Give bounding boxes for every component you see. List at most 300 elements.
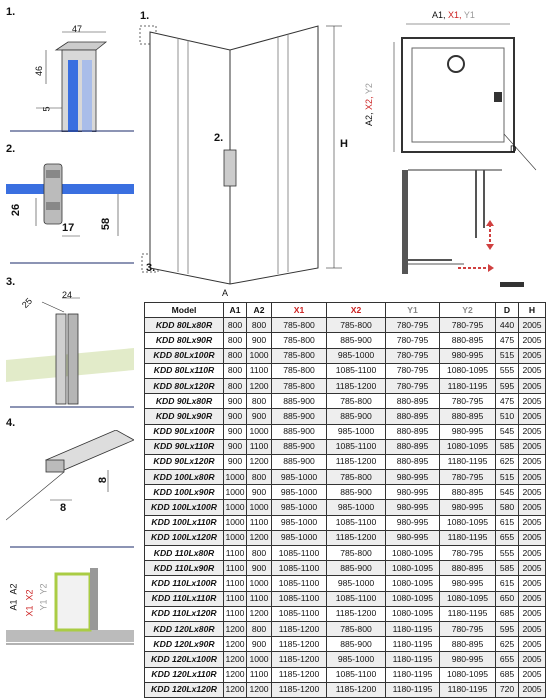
model-cell: KDD 100Lx110R [145, 515, 224, 530]
table-cell: 1185-1200 [272, 667, 327, 682]
table-cell: 2005 [519, 515, 546, 530]
table-cell: 1080-1095 [440, 515, 496, 530]
plan-side-x: X2, [364, 96, 374, 110]
table-cell: 1100 [247, 667, 272, 682]
table-row [145, 363, 546, 378]
model-cell: KDD 110Lx120R [145, 606, 224, 621]
model-cell: KDD 120Lx110R [145, 667, 224, 682]
plan-view-drawing [384, 20, 546, 292]
table-cell: 2005 [519, 530, 546, 545]
table-cell: 1100 [247, 591, 272, 606]
table-cell: 980-995 [440, 348, 496, 363]
table-row [145, 530, 546, 545]
col-header-x2: X2 [327, 303, 386, 318]
table-cell: 1100 [224, 546, 247, 561]
table-row [145, 576, 546, 591]
model-cell: KDD 80Lx120R [145, 378, 224, 393]
table-cell: 655 [496, 530, 519, 545]
table-cell: 900 [247, 485, 272, 500]
table-row [145, 515, 546, 530]
table-cell: 2005 [519, 454, 546, 469]
model-cell: KDD 80Lx110R [145, 363, 224, 378]
table-cell: 650 [496, 591, 519, 606]
table-cell: 780-795 [440, 470, 496, 485]
table-cell: 2005 [519, 394, 546, 409]
table-cell: 515 [496, 470, 519, 485]
table-cell: 1200 [224, 637, 247, 652]
table-cell: 625 [496, 454, 519, 469]
plan-top-labels [432, 10, 475, 20]
table-cell: 1080-1095 [440, 591, 496, 606]
table-row [145, 637, 546, 652]
table-cell: 900 [247, 561, 272, 576]
table-cell: 1185-1200 [272, 652, 327, 667]
col-header-model: Model [145, 303, 224, 318]
table-cell: 885-900 [272, 439, 327, 454]
table-cell: 880-895 [386, 439, 440, 454]
model-cell: KDD 110Lx100R [145, 576, 224, 591]
table-cell: 1180-1195 [440, 454, 496, 469]
table-cell: 785-800 [272, 333, 327, 348]
table-row [145, 667, 546, 682]
table-cell: 615 [496, 576, 519, 591]
table-cell: 885-900 [327, 333, 386, 348]
model-cell: KDD 100Lx80R [145, 470, 224, 485]
table-cell: 1200 [247, 378, 272, 393]
table-cell: 2005 [519, 621, 546, 636]
table-cell: 2005 [519, 333, 546, 348]
table-row [145, 348, 546, 363]
detail-5-label-a2: A2 [8, 583, 19, 595]
detail-5-label-y1: Y1 [38, 599, 49, 611]
table-cell: 2005 [519, 500, 546, 515]
table-cell: 1200 [224, 621, 247, 636]
table-cell: 1080-1095 [440, 439, 496, 454]
table-row [145, 485, 546, 500]
model-cell: KDD 90Lx100R [145, 424, 224, 439]
table-cell: 1200 [247, 454, 272, 469]
model-cell: KDD 100Lx100R [145, 500, 224, 515]
table-cell: 1080-1095 [386, 561, 440, 576]
table-cell: 545 [496, 424, 519, 439]
table-row [145, 424, 546, 439]
table-cell: 780-795 [440, 394, 496, 409]
detail-4-profile-drawing [6, 430, 134, 548]
table-cell: 2005 [519, 424, 546, 439]
table-cell: 1085-1100 [327, 439, 386, 454]
table-cell: 2005 [519, 576, 546, 591]
table-cell: 785-800 [272, 318, 327, 333]
table-cell: 1085-1100 [327, 515, 386, 530]
table-cell: 1200 [224, 667, 247, 682]
table-cell: 2005 [519, 667, 546, 682]
table-cell: 1085-1100 [272, 546, 327, 561]
table-cell: 1180-1195 [386, 637, 440, 652]
table-cell: 800 [224, 378, 247, 393]
table-cell: 980-995 [440, 576, 496, 591]
table-cell: 1100 [247, 515, 272, 530]
col-header-x1: X1 [272, 303, 327, 318]
table-cell: 785-800 [327, 318, 386, 333]
table-cell: 785-800 [272, 348, 327, 363]
table-cell: 980-995 [440, 500, 496, 515]
table-cell: 655 [496, 652, 519, 667]
model-cell: KDD 120Lx90R [145, 637, 224, 652]
table-cell: 1180-1195 [386, 682, 440, 697]
table-cell: 1080-1095 [386, 591, 440, 606]
table-cell: 880-895 [440, 561, 496, 576]
table-row [145, 606, 546, 621]
table-cell: 885-900 [272, 394, 327, 409]
detail-5-label-x1: X1 [24, 605, 35, 617]
table-cell: 885-900 [272, 409, 327, 424]
model-cell: KDD 110Lx80R [145, 546, 224, 561]
table-cell: 985-1000 [272, 515, 327, 530]
table-cell: 800 [224, 363, 247, 378]
table-cell: 1100 [224, 591, 247, 606]
table-cell: 1080-1095 [386, 606, 440, 621]
model-cell: KDD 120Lx80R [145, 621, 224, 636]
table-cell: 1085-1100 [272, 606, 327, 621]
model-cell: KDD 110Lx90R [145, 561, 224, 576]
table-cell: 785-800 [272, 378, 327, 393]
detail-2-dim-a: 26 [10, 203, 23, 217]
table-cell: 555 [496, 363, 519, 378]
table-cell: 545 [496, 485, 519, 500]
front-callout-1: 1. [140, 10, 150, 22]
table-cell: 1080-1095 [440, 363, 496, 378]
table-cell: 1000 [224, 515, 247, 530]
table-cell: 1100 [247, 363, 272, 378]
detail-3-dim-a: 25 [19, 295, 35, 311]
table-cell: 2005 [519, 682, 546, 697]
table-cell: 985-1000 [272, 530, 327, 545]
table-cell: 2005 [519, 470, 546, 485]
detail-1-dim-width: 47 [72, 24, 83, 34]
table-cell: 685 [496, 667, 519, 682]
detail-5-label-a1: A1 [8, 599, 19, 611]
spec-table-body [145, 318, 546, 698]
table-cell: 785-800 [327, 470, 386, 485]
table-row [145, 470, 546, 485]
table-cell: 985-1000 [272, 470, 327, 485]
detail-1-dim-offset: 5 [41, 106, 52, 112]
table-cell: 985-1000 [272, 500, 327, 515]
table-cell: 780-795 [386, 378, 440, 393]
table-cell: 1180-1195 [440, 530, 496, 545]
table-cell: 1180-1195 [440, 378, 496, 393]
front-view-drawing [138, 4, 368, 296]
table-cell: 980-995 [386, 515, 440, 530]
table-cell: 885-900 [327, 485, 386, 500]
table-cell: 985-1000 [327, 652, 386, 667]
plan-side-y: Y2 [364, 83, 374, 95]
table-cell: 2005 [519, 606, 546, 621]
table-cell: 885-900 [327, 561, 386, 576]
table-cell: 2005 [519, 485, 546, 500]
table-cell: 1185-1200 [327, 682, 386, 697]
detail-3-number: 3. [6, 276, 16, 288]
table-cell: 980-995 [440, 652, 496, 667]
table-cell: 780-795 [386, 348, 440, 363]
table-cell: 475 [496, 333, 519, 348]
table-row [145, 333, 546, 348]
table-cell: 595 [496, 621, 519, 636]
table-cell: 2005 [519, 409, 546, 424]
table-cell: 985-1000 [272, 485, 327, 500]
table-cell: 1185-1200 [272, 682, 327, 697]
table-row [145, 500, 546, 515]
table-cell: 985-1000 [327, 500, 386, 515]
detail-2-dim-b: 17 [62, 222, 75, 234]
model-cell: KDD 90Lx90R [145, 409, 224, 424]
table-cell: 1000 [247, 424, 272, 439]
table-cell: 1200 [247, 606, 272, 621]
table-cell: 780-795 [440, 318, 496, 333]
table-cell: 2005 [519, 348, 546, 363]
table-cell: 985-1000 [327, 424, 386, 439]
front-callout-2: 2. [214, 132, 224, 144]
table-cell: 1085-1100 [272, 561, 327, 576]
table-cell: 1000 [247, 576, 272, 591]
col-header-a1: A1 [224, 303, 247, 318]
model-cell: KDD 120Lx100R [145, 652, 224, 667]
table-row [145, 561, 546, 576]
detail-5-label-x2: X2 [24, 589, 35, 601]
table-cell: 1085-1100 [327, 667, 386, 682]
table-row [145, 682, 546, 697]
table-cell: 555 [496, 546, 519, 561]
front-height-label: H [340, 138, 348, 150]
table-cell: 1180-1195 [386, 652, 440, 667]
table-cell: 2005 [519, 652, 546, 667]
table-cell: 885-900 [272, 454, 327, 469]
model-cell: KDD 80Lx90R [145, 333, 224, 348]
table-cell: 2005 [519, 546, 546, 561]
table-cell: 2005 [519, 591, 546, 606]
table-row [145, 546, 546, 561]
detail-2-handle-drawing [6, 156, 134, 264]
table-cell: 1100 [224, 576, 247, 591]
table-cell: 1180-1195 [386, 621, 440, 636]
table-cell: 720 [496, 682, 519, 697]
table-cell: 980-995 [386, 500, 440, 515]
table-cell: 625 [496, 637, 519, 652]
plan-top-x: X1, [448, 10, 462, 20]
front-callout-3: 3. [146, 262, 156, 274]
model-cell: KDD 90Lx110R [145, 439, 224, 454]
detail-4-dim-a: 8 [97, 476, 110, 484]
table-cell: 2005 [519, 318, 546, 333]
table-cell: 880-895 [386, 394, 440, 409]
table-cell: 1085-1100 [272, 591, 327, 606]
col-header-a2: A2 [247, 303, 272, 318]
plan-side-a: A2, [364, 112, 374, 126]
table-cell: 800 [247, 621, 272, 636]
model-cell: KDD 110Lx110R [145, 591, 224, 606]
table-cell: 1180-1195 [440, 682, 496, 697]
table-cell: 900 [224, 424, 247, 439]
table-cell: 1185-1200 [327, 530, 386, 545]
table-cell: 980-995 [386, 530, 440, 545]
table-cell: 1080-1095 [386, 576, 440, 591]
col-header-y1: Y1 [386, 303, 440, 318]
table-cell: 800 [247, 318, 272, 333]
table-cell: 1200 [224, 652, 247, 667]
table-cell: 580 [496, 500, 519, 515]
table-cell: 885-900 [327, 637, 386, 652]
table-cell: 1200 [247, 682, 272, 697]
table-cell: 2005 [519, 637, 546, 652]
table-cell: 780-795 [386, 318, 440, 333]
detail-3-dim-b: 24 [62, 290, 73, 300]
table-row [145, 409, 546, 424]
model-cell: KDD 80Lx100R [145, 348, 224, 363]
table-cell: 1185-1200 [272, 637, 327, 652]
table-cell: 1000 [247, 348, 272, 363]
plan-side-labels [364, 83, 374, 126]
table-cell: 1085-1100 [327, 591, 386, 606]
table-row [145, 394, 546, 409]
plan-top-a: A1, [432, 10, 446, 20]
table-cell: 800 [247, 470, 272, 485]
table-cell: 1000 [224, 470, 247, 485]
table-cell: 800 [247, 546, 272, 561]
table-cell: 1000 [224, 500, 247, 515]
table-cell: 1080-1095 [386, 546, 440, 561]
table-cell: 2005 [519, 363, 546, 378]
table-cell: 2005 [519, 378, 546, 393]
col-header-h: H [519, 303, 546, 318]
table-cell: 1100 [224, 606, 247, 621]
model-cell: KDD 90Lx80R [145, 394, 224, 409]
table-cell: 900 [224, 409, 247, 424]
table-cell: 1100 [247, 439, 272, 454]
table-cell: 515 [496, 348, 519, 363]
table-cell: 985-1000 [327, 576, 386, 591]
table-cell: 780-795 [440, 621, 496, 636]
table-cell: 980-995 [386, 470, 440, 485]
detail-1-number: 1. [6, 6, 16, 18]
table-cell: 885-900 [327, 409, 386, 424]
table-cell: 785-800 [327, 621, 386, 636]
detail-2-dim-c: 58 [100, 217, 113, 231]
table-row [145, 454, 546, 469]
table-cell: 1180-1195 [386, 667, 440, 682]
table-cell: 1200 [224, 682, 247, 697]
detail-5-label-y2: Y2 [38, 583, 49, 595]
table-cell: 615 [496, 515, 519, 530]
table-cell: 2005 [519, 439, 546, 454]
plan-top-y: Y1 [463, 10, 475, 20]
table-cell: 1200 [247, 530, 272, 545]
spec-table [144, 302, 546, 698]
table-cell: 880-895 [440, 485, 496, 500]
table-cell: 1000 [247, 500, 272, 515]
table-cell: 1085-1100 [272, 576, 327, 591]
table-cell: 1085-1100 [327, 363, 386, 378]
table-cell: 980-995 [440, 424, 496, 439]
table-cell: 880-895 [440, 333, 496, 348]
table-cell: 900 [247, 409, 272, 424]
table-cell: 800 [224, 333, 247, 348]
model-cell: KDD 80Lx80R [145, 318, 224, 333]
detail-4-dim-b: 8 [60, 502, 67, 514]
table-cell: 900 [224, 454, 247, 469]
table-cell: 475 [496, 394, 519, 409]
table-cell: 1000 [247, 652, 272, 667]
table-row [145, 439, 546, 454]
table-cell: 900 [247, 333, 272, 348]
table-cell: 1080-1095 [440, 667, 496, 682]
table-cell: 1185-1200 [272, 621, 327, 636]
table-cell: 800 [224, 348, 247, 363]
detail-2-number: 2. [6, 143, 16, 155]
table-cell: 885-900 [272, 424, 327, 439]
table-cell: 1000 [224, 485, 247, 500]
table-cell: 780-795 [386, 363, 440, 378]
table-cell: 800 [224, 318, 247, 333]
table-row [145, 591, 546, 606]
table-cell: 880-895 [386, 454, 440, 469]
model-cell: KDD 120Lx120R [145, 682, 224, 697]
table-cell: 980-995 [386, 485, 440, 500]
table-cell: 800 [247, 394, 272, 409]
detail-1-profile-drawing [6, 20, 134, 132]
spec-header-row [145, 303, 546, 318]
table-row [145, 318, 546, 333]
model-cell: KDD 90Lx120R [145, 454, 224, 469]
table-cell: 1185-1200 [327, 454, 386, 469]
table-cell: 880-895 [386, 409, 440, 424]
table-cell: 1180-1195 [440, 606, 496, 621]
model-cell: KDD 100Lx120R [145, 530, 224, 545]
table-cell: 2005 [519, 561, 546, 576]
plan-d-label: D [510, 144, 517, 154]
table-cell: 510 [496, 409, 519, 424]
table-cell: 440 [496, 318, 519, 333]
table-cell: 880-895 [440, 409, 496, 424]
table-cell: 880-895 [440, 637, 496, 652]
table-cell: 785-800 [327, 546, 386, 561]
table-cell: 1185-1200 [327, 606, 386, 621]
table-cell: 985-1000 [327, 348, 386, 363]
table-cell: 900 [224, 394, 247, 409]
table-cell: 785-800 [272, 363, 327, 378]
table-cell: 900 [247, 637, 272, 652]
detail-4-number: 4. [6, 417, 16, 429]
table-cell: 780-795 [440, 546, 496, 561]
model-cell: KDD 100Lx90R [145, 485, 224, 500]
table-cell: 595 [496, 378, 519, 393]
table-cell: 585 [496, 561, 519, 576]
table-cell: 780-795 [386, 333, 440, 348]
table-cell: 1000 [224, 530, 247, 545]
col-header-y2: Y2 [440, 303, 496, 318]
table-cell: 880-895 [386, 424, 440, 439]
table-cell: 685 [496, 606, 519, 621]
table-cell: 900 [224, 439, 247, 454]
table-cell: 785-800 [327, 394, 386, 409]
table-cell: 1185-1200 [327, 378, 386, 393]
table-row [145, 652, 546, 667]
table-row [145, 621, 546, 636]
table-cell: 585 [496, 439, 519, 454]
detail-1-dim-height: 46 [34, 65, 45, 77]
front-a-label: A [222, 288, 229, 298]
col-header-d: D [496, 303, 519, 318]
table-row [145, 378, 546, 393]
